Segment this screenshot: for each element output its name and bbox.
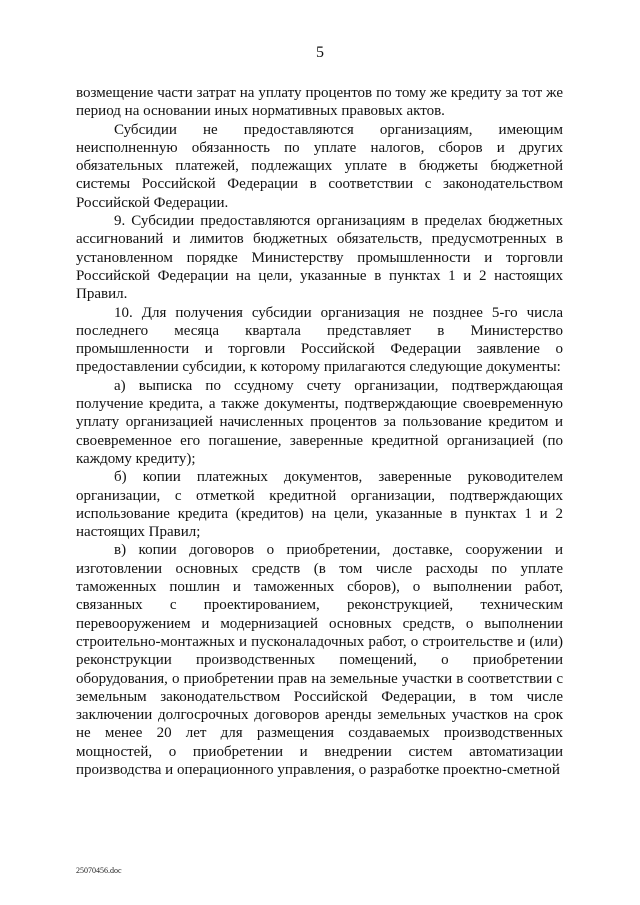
paragraph-subitem-b: б) копии платежных документов, заверенные руководителем организации, с отметкой кредитной организации, подтверждающих использование кредита (кредитов) на цели, указанные в пунктах 1 и 2 настоящих Правил; <box>76 469 563 541</box>
paragraph-subitem-a: а) выписка по ссудному счету организации, подтверждающая получение кредита, а также документы, подтверждающие своевременную уплату организацией начисленных процентов за пользование кредитом и своевременное его погашение, заверенные кредитной организацией (по каждому кредиту); <box>76 377 563 467</box>
page-number: 5 <box>316 44 324 61</box>
footer-file-code: 25070456.doc <box>76 866 122 875</box>
document-body <box>76 84 563 779</box>
paragraph-continuation: возмещение части затрат на уплату процентов по тому же кредиту за тот же период на основании иных нормативных правовых актов. <box>76 85 563 120</box>
paragraph-subsidy-restriction: Субсидии не предоставляются организациям, имеющим неисполненную обязанность по уплате налогов, сборов и других обязательных платежей, подлежащих уплате в бюджеты бюджетной системы Российской Федерации в соответствии с законодательством Российской Федерации. <box>76 121 563 211</box>
paragraph-item-10: 10. Для получения субсидии организация не позднее 5-го числа последнего месяца квартала представляет в Министерство промышленности и торговли Российской Федерации заявление о предоставлении субсидии, к которому прилагаются следующие документы: <box>76 304 563 376</box>
paragraph-item-9: 9. Субсидии предоставляются организациям в пределах бюджетных ассигнований и лимитов бюджетных обязательств, предусмотренных в установленном порядке Министерству промышленности и торговли Российской Федерации на цели, указанные в пунктах 1 и 2 настоящих Правил. <box>76 213 563 303</box>
paragraph-subitem-v: в) копии договоров о приобретении, доставке, сооружении и изготовлении основных средств (в том числе расходы по уплате таможенных пошлин и таможенных сборов), о выполнении работ, связанных с проектированием, реконструкцией, техническим перевооружением и модернизацией основных средств, о выполнении строительно-монтажных и пусконаладочных работ, о строительстве и (или) реконструкции производственных помещений, о приобретении оборудования, о приобретении прав на земельные участки в соответствии с земельным законодательством Российской Федерации, в том числе заключении долгосрочных договоров аренды земельных участков на срок не менее 20 лет для размещения создаваемых производственных мощностей, о приобретении и внедрении систем автоматизации производства и операционного управления, о разработке проектно-сметной <box>76 542 563 778</box>
